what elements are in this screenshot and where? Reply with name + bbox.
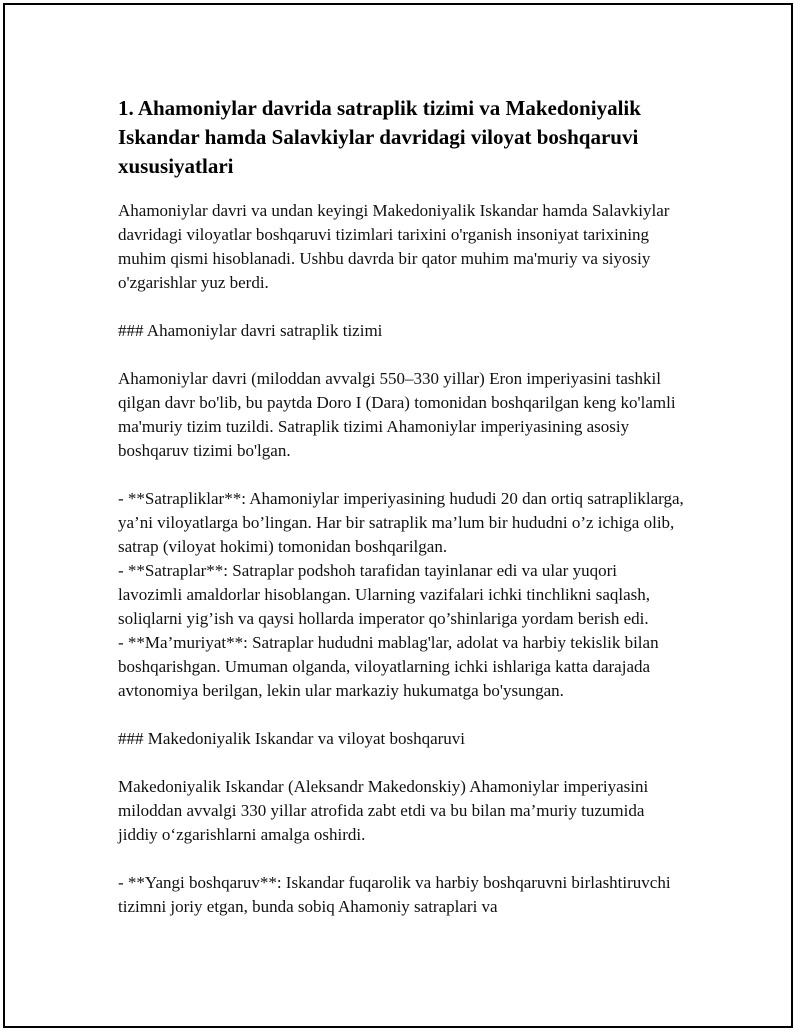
spacer [118,295,684,319]
section-heading-satraplik: ### Ahamoniylar davri satraplik tizimi [118,321,383,340]
spacer [118,463,684,487]
iskandar-paragraph: Makedoniyalik Iskandar (Aleksandr Makedonskiy) Ahamoniylar imperiyasini miloddan avvalgi 330 yillar atrofida zabt etdi va bu bilan ma’muriy tuzumida jiddiy o‘zgarishlarni amalga oshirdi. [118,777,649,844]
spacer [118,343,684,367]
iskandar-list: - **Yangi boshqaruv**: Iskandar fuqarolik va harbiy boshqaruvni birlashtiruvchi tizimni joriy etgan, bunda sobiq Ahamoniy satraplari va [118,873,671,916]
section-heading-iskandar: ### Makedoniyalik Iskandar va viloyat boshqaruvi [118,729,466,748]
satraplik-paragraph: Ahamoniylar davri (miloddan avvalgi 550–330 yillar) Eron imperiyasini tashkil qilgan davr bo'lib, bu paytda Doro I (Dara) tomonidan boshqarilgan keng ko'lamli ma'muriy tizim tuzildi. Satraplik tizimi Ahamoniylar imperiyasining asosiy boshqaruv tizimi bo'lgan. [118,369,676,460]
intro-paragraph: Ahamoniylar davri va undan keyingi Makedoniyalik Iskandar hamda Salavkiylar davridagi viloyatlar boshqaruvi tizimlari tarixini o'rganish insoniyat tarixining muhim qismi hisoblanadi. Ushbu davrda bir qator muhim ma'muriy va siyosiy o'zgarishlar yuz berdi. [118,201,670,292]
document-body [118,94,684,919]
satraplik-list: - **Satrapliklar**: Ahamoniylar imperiyasining hududi 20 dan ortiq satrapliklarga, ya’ni viloyatlarga bo’lingan. Har bir satraplik ma’lum bir hududni o’z ichiga olib, satrap (viloyat hokimi) tomonidan boshqarilgan. - **Satraplar**: Satraplar podshoh tarafidan tayinlanar edi va ular yuqori lavozimli amaldorlar hisoblangan. Ularning vazifalari ichki tinchlikni saqlash, soliqlarni yig’ish va qaysi hollarda imperator qo’shinlariga yordam berish edi. - **Ma’muriyat**: Satraplar hududni mablag'lar, adolat va harbiy tekislik bilan boshqarishgan. Umuman olganda, viloyatlarning ichki ishlariga katta darajada avtonomiya berilgan, lekin ular markaziy hukumatga bo'ysungan. [118,489,684,700]
spacer [118,751,684,775]
spacer [118,703,684,727]
spacer [118,847,684,871]
document-title: 1. Ahamoniylar davrida satraplik tizimi va Makedoniyalik Iskandar hamda Salavkiylar davridagi viloyat boshqaruvi xususiyatlari [118,96,641,178]
